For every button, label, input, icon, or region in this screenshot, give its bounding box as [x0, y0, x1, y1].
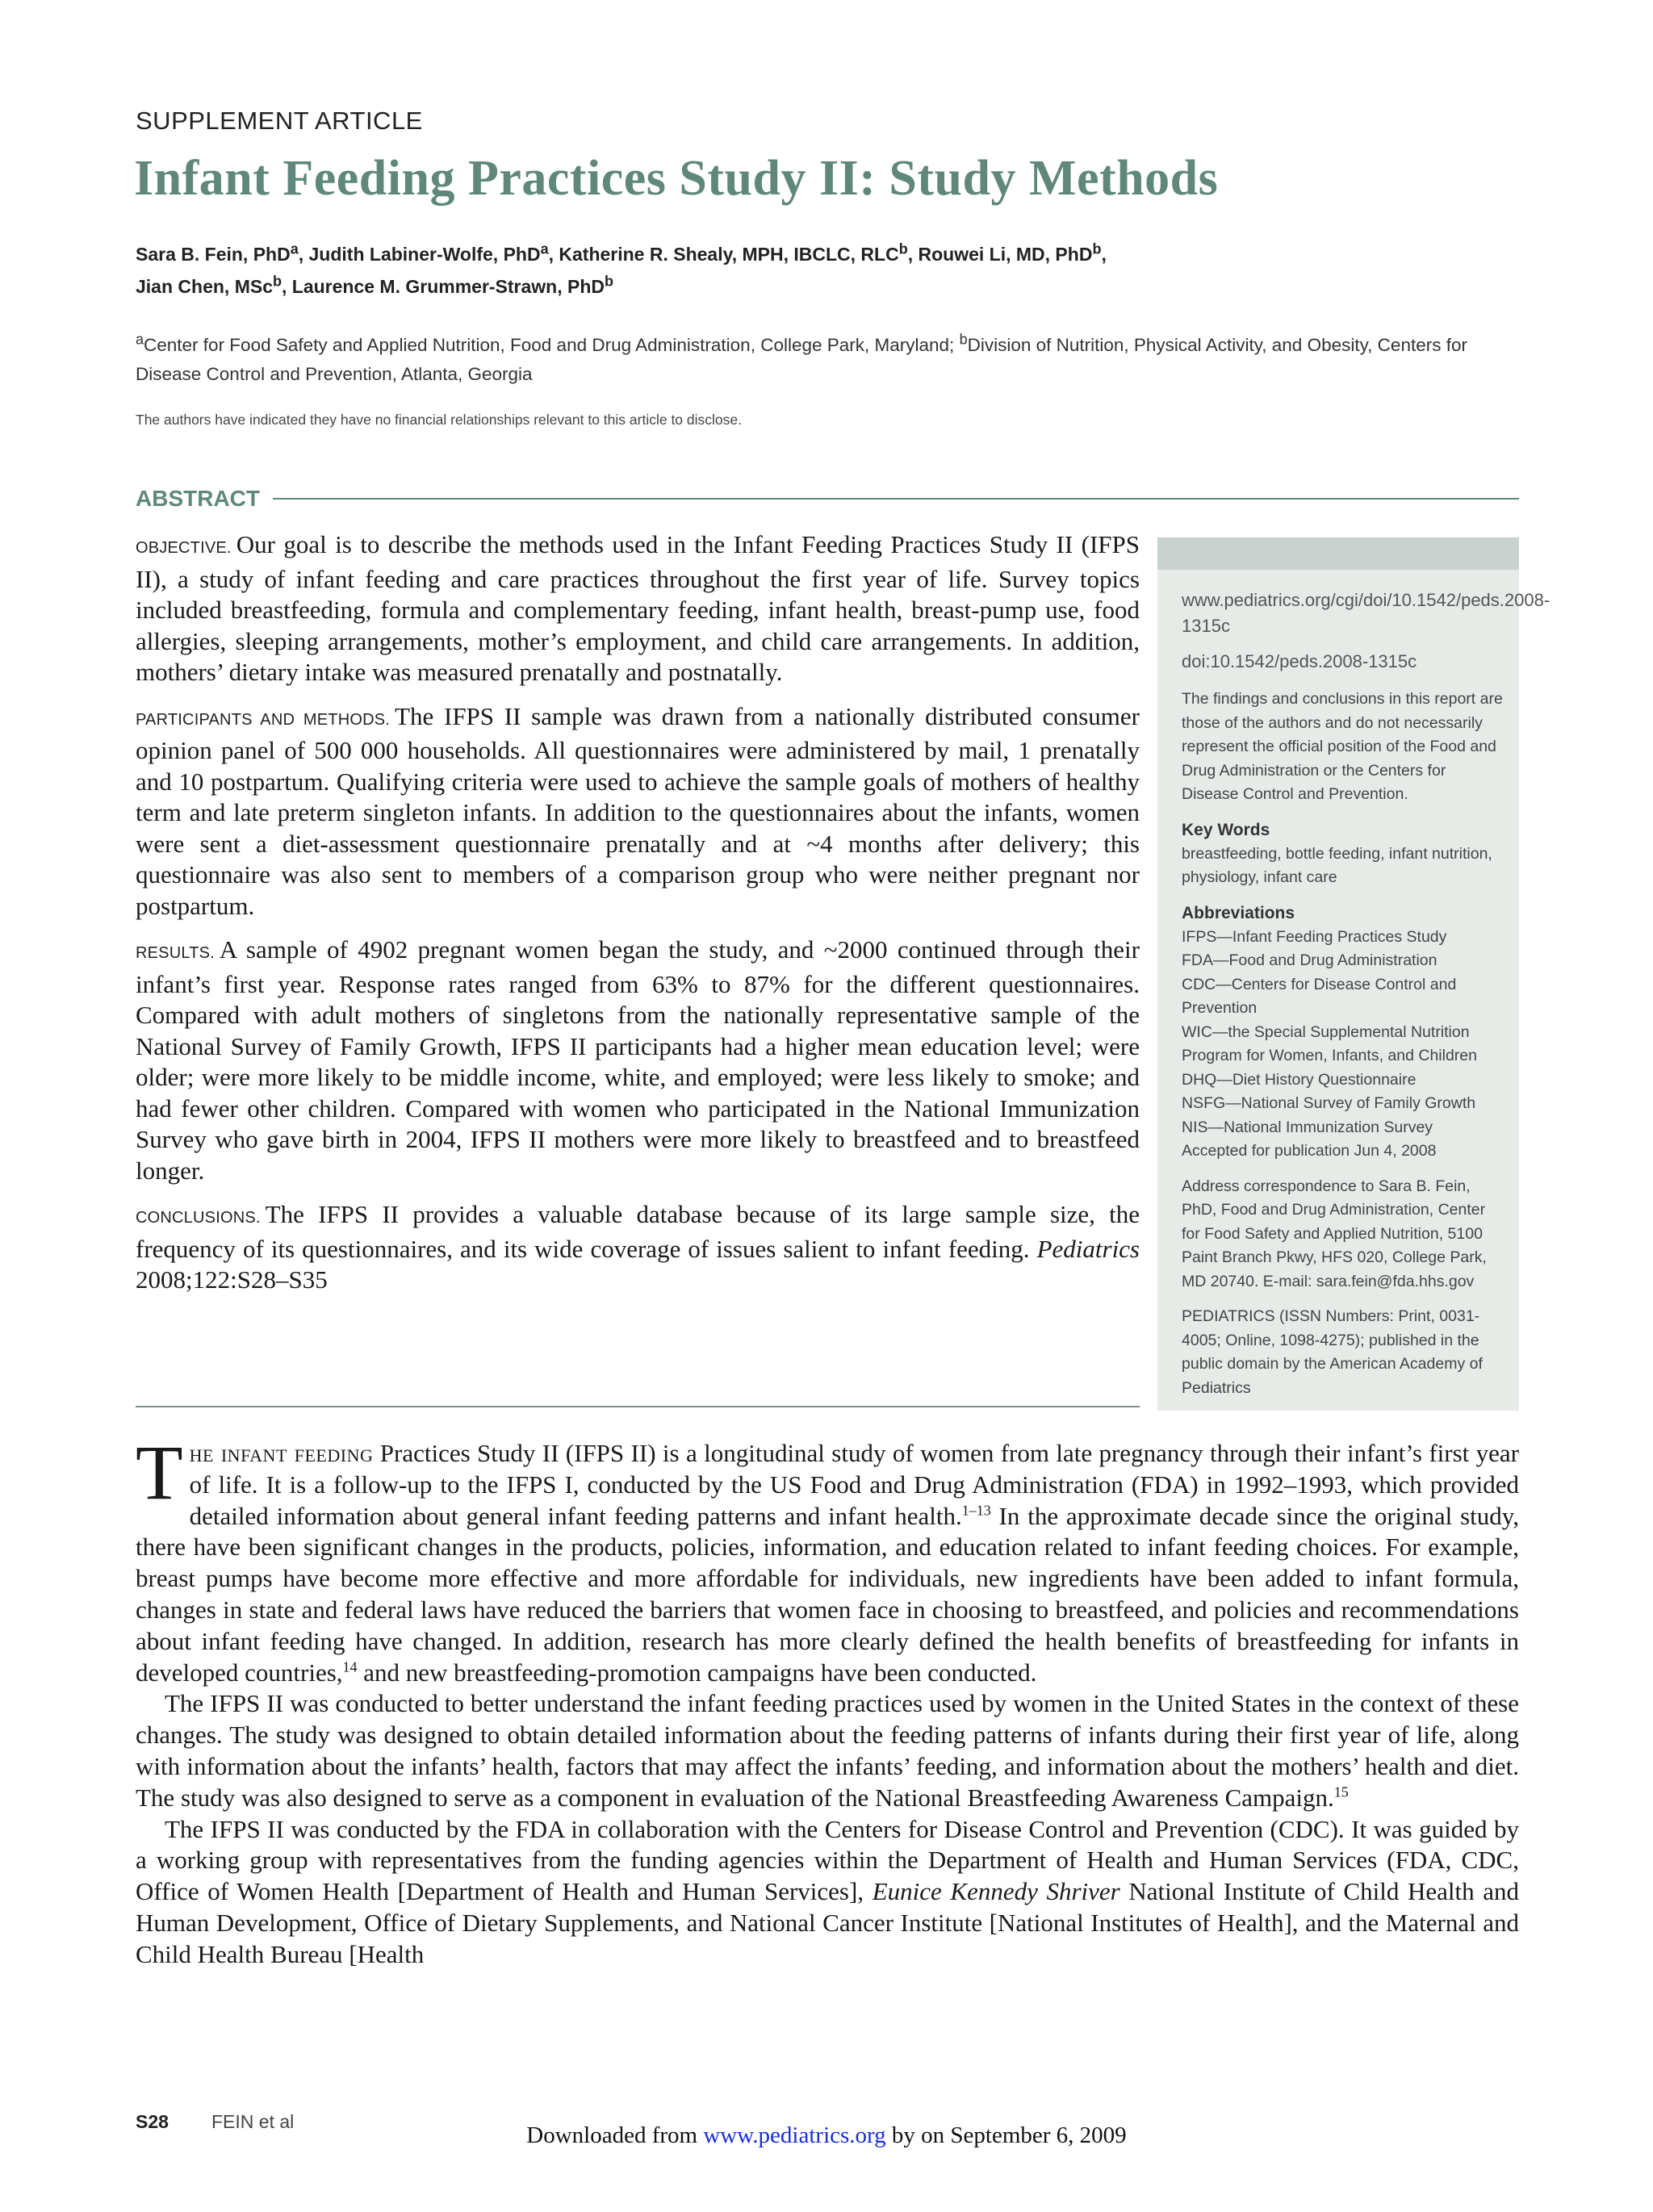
disclaimer: The findings and conclusions in this report are those of the authors and do not necessarily represent the official position of the Food and Drug Administration or the Centers for Disease Control and Prevention.: [1182, 690, 1503, 803]
doi: doi:10.1542/peds.2008-1315c: [1182, 651, 1417, 671]
abstract-section-text: The IFPS II sample was drawn from a nationally distributed consumer opinion panel of 500 000 households. All questionnaires were administered by mail, 1 prenatally and 10 postpartum. Qualifying criteria were used to achieve the sample goals of mothers of healthy term and late preterm singleton infants. In addition to the questionnaires about the infants, women were sent a diet-assessment questionnaire prenatally and at ~4 months after delivery; this questionnaire was also sent to members of a comparison group who were neither pregnant nor postpartum.: [136, 701, 1140, 920]
article-title: Infant Feeding Practices Study II: Study Methods: [134, 151, 1219, 206]
lead-in: he infant feeding: [189, 1439, 374, 1467]
download-note: [0, 2122, 1653, 2149]
article-body: [136, 1429, 1520, 1971]
section-label: SUPPLEMENT ARTICLE: [136, 107, 423, 135]
body-paragraph: The IFPS II was conducted by the FDA in collaboration with the Centers for Disease Control and Prevention (CDC). It was guided by a working group with representatives from the funding agencies within the Department of Health and Human Services (FDA, CDC, Office of Women Health [Department of Health and Human Services], Eunice Kennedy Shriver National Institute of Child Health and Human Development, Office of Dietary Supplements, and National Cancer Institute [National Institutes of Health], and the Maternal and Child Health Bureau [Health: [136, 1814, 1519, 1968]
article-info-sidebar: [1157, 537, 1550, 1411]
running-author: FEIN et al: [211, 2111, 295, 2132]
page-number: S28: [136, 2111, 169, 2132]
abstract-objective: [136, 529, 1140, 688]
abstract-body: [136, 529, 1140, 1309]
abstract-methods: [136, 701, 1140, 922]
abstract-section-label: CONCLUSIONS.: [136, 1209, 261, 1227]
accepted-date: Accepted for publication Jun 4, 2008: [1182, 1142, 1437, 1160]
abstract-section-label: OBJECTIVE.: [136, 539, 232, 557]
correspondence-address: Address correspondence to Sara B. Fein, PhD, Food and Drug Administration, Center for Food Safety and Applied Nutrition, 5100 Paint Branch Pkwy, HFS 020, College Park, MD 20740. E-mail: sara.fein@fda.hhs.gov: [1182, 1177, 1487, 1290]
affiliations: $^a$Center for Food Safety and Applied Nutrition, Food and Drug Administration, College Park, Maryland; $^b$Division of Nutrition, Physical Activity, and Obesity, Centers for Disease Control and Prevention, Atlanta, Georgia: [136, 331, 1467, 384]
abstract-section-text: Our goal is to describe the methods used in the Infant Feeding Practices Study II (IFPS II), a study of infant feeding and care practices throughout the first year of life. Survey topics included breastfeeding, formula and complementary feeding, infant health, breast-pump use, food allergies, sleeping arrangements, mother’s employment, and child care arrangements. In addition, mothers’ dietary intake was measured prenatally and postnatally.: [136, 530, 1140, 686]
disclosure-statement: The authors have indicated they have no financial relationships relevant to this article to disclose.: [136, 412, 742, 428]
keywords: breastfeeding, bottle feeding, infant nutrition, physiology, infant care: [1182, 844, 1492, 886]
abstract-heading-rule: [273, 498, 1519, 500]
abstract-section-text: The IFPS II provides a valuable database because of its large sample size, the frequency of its questionnaires, and its wide coverage of issues salient to infant feeding. Pediatrics 2008;122:S28–S35: [136, 1200, 1140, 1294]
abstract-section-label: RESULTS.: [136, 944, 215, 962]
abbreviation-item: IFPS—Infant Feeding Practices Study: [1182, 927, 1447, 946]
article-url-link[interactable]: www.pediatrics.org/cgi/doi/10.1542/peds.2008-1315c: [1182, 590, 1550, 636]
abstract-section-label: PARTICIPANTS AND METHODS.: [136, 710, 391, 729]
abbreviation-item: DHQ—Diet History Questionnaire: [1182, 1070, 1417, 1089]
download-suffix: by on September 6, 2009: [885, 2122, 1127, 2148]
keywords-heading: Key Words: [1182, 820, 1270, 839]
abbreviation-item: NSFG—National Survey of Family Growth: [1182, 1094, 1476, 1112]
abstract-section-text: A sample of 4902 pregnant women began the study, and ~2000 continued through their infant’s first year. Response rates ranged from 63% to 87% for the different questionnaires. Compared with adult mothers of singletons from the nationally representative sample of the National Survey of Family Growth, IFPS II participants had a higher mean education level; were older; were more likely to be middle income, white, and employed; were less likely to smoke; and had fewer other children. Compared with women who participated in the National Immunization Survey who gave birth in 2004, IFPS II mothers were more likely to breastfeed and to breastfeed longer.: [136, 935, 1140, 1185]
abbreviations-heading: Abbreviations: [1182, 903, 1295, 922]
body-paragraph-text: Practices Study II (IFPS II) is a longitudinal study of women from late pregnancy through their infant’s first year of life. It is a follow-up to the IFPS I, conducted by the US Food and Drug Administration (FDA) in 1992–1993, which provided detailed information about general infant feeding patterns and infant health.$^{1-13}$ In the approximate decade since the original study, there have been significant changes in the products, policies, information, and education related to infant feeding choices. For example, breast pumps have become more effective and more affordable for individuals, new ingredients have been added to infant formula, changes in state and federal laws have reduced the barriers that women face in choosing to breastfeed, and policies and recommendations about infant feeding have changed. In addition, research has more clearly defined the health benefits of breastfeeding for infants in developed countries,$^{14}$ and new breastfeeding-promotion campaigns have been conducted.: [136, 1439, 1520, 1687]
drop-cap: T: [136, 1429, 183, 1516]
author-list: Sara B. Fein, PhD$^a$, Judith Labiner-Wolfe, PhD$^a$, Katherine R. Shealy, MPH, IBCLC, RLC$^b$, Rouwei Li, MD, PhD$^b$, Jian Chen, MSc$^b$, Laurence M. Grummer-Strawn, PhD$^b$: [136, 240, 1107, 297]
download-prefix: Downloaded from: [526, 2122, 704, 2148]
abbreviations-list: [1182, 926, 1506, 1140]
abbreviation-item: NIS—National Immunization Survey: [1182, 1118, 1433, 1136]
abstract-conclusions: [136, 1199, 1140, 1296]
abstract-heading: [136, 483, 1519, 515]
abstract-results: [136, 935, 1140, 1186]
abbreviation-item: FDA—Food and Drug Administration: [1182, 951, 1437, 969]
abbreviation-item: WIC—the Special Supplemental Nutrition Program for Women, Infants, and Children: [1182, 1022, 1477, 1064]
issn-note: PEDIATRICS (ISSN Numbers: Print, 0031-4005; Online, 1098-4275); published in the public domain by the American Academy of Pediatrics: [1182, 1307, 1483, 1397]
abbreviation-item: CDC—Centers for Disease Control and Prevention: [1182, 975, 1457, 1017]
body-paragraph: The IFPS II was conducted to better understand the infant feeding practices used by women in the United States in the context of these changes. The study was designed to obtain detailed information about the feeding patterns of infants during their first year of life, along with information about the infants’ health, factors that may affect the infants’ feeding, and information about the mothers’ health and diet. The study was also designed to serve as a component in evaluation of the National Breastfeeding Awareness Campaign.$^{15}$: [136, 1689, 1519, 1812]
abstract-bottom-rule: [136, 1406, 1140, 1407]
pediatrics-link[interactable]: www.pediatrics.org: [703, 2122, 886, 2148]
sidebar-header-band: [1157, 537, 1519, 570]
abstract-heading-label: ABSTRACT: [136, 486, 260, 511]
body-paragraph: [136, 1429, 1520, 1688]
